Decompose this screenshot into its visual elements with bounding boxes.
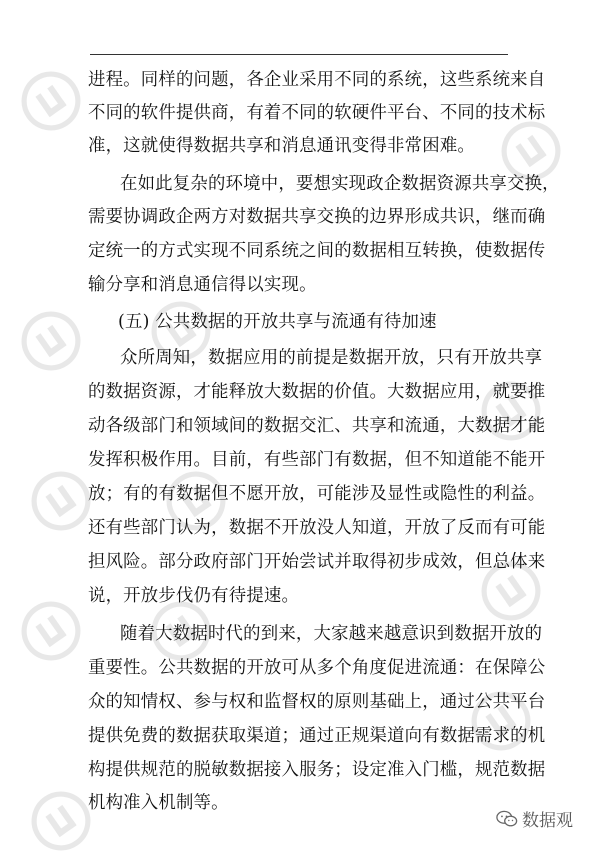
text-line: 放；有的有数据但不愿开放，可能涉及显性或隐性的利益。 <box>88 484 546 504</box>
watermark-logo-icon <box>468 368 554 454</box>
text-line: 构提供规范的脱敏数据接入服务；设定准入门槛，规范数据 <box>88 760 546 780</box>
text-line: 众所周知，数据应用的前提是数据开放，只有开放共享 <box>120 348 543 368</box>
header-rule <box>90 54 508 55</box>
watermark-logo-icon <box>8 588 94 674</box>
text-line: 提供免费的数据获取渠道；通过正规渠道向有数据需求的机 <box>88 726 546 746</box>
text-line: 还有些部门认为，数据不开放没人知道，开放了反而有可能 <box>88 518 546 538</box>
wechat-icon <box>496 810 518 828</box>
section-heading: (五) 公共数据的开放共享与流通有待加速 <box>118 312 437 332</box>
text-line: 不同的软件提供商，有着不同的软硬件平台、不同的技术标 <box>88 103 546 123</box>
text-line: 定统一的方式实现不同系统之间的数据相互转换，使数据传 <box>88 241 546 261</box>
text-line: 众的知情权、参与权和监督权的原则基础上，通过公共平台 <box>88 692 546 712</box>
watermark-logo-icon <box>458 678 544 764</box>
text-line: 进程。同样的问题，各企业采用不同的系统，这些系统来自 <box>88 70 546 90</box>
watermark-logo-icon <box>8 298 94 384</box>
text-line: 担风险。部分政府部门开始尝试并取得初步成效，但总体来 <box>88 552 546 572</box>
text-line: 发挥积极作用。目前，有些部门有数据，但不知道能不能开 <box>88 450 546 470</box>
text-line: 需要协调政企两方对数据共享交换的边界形成共识，继而确 <box>88 207 546 227</box>
text-line: 的数据资源，才能释放大数据的价值。大数据应用，就要推 <box>88 382 546 402</box>
text-line: 机构准入机制等。 <box>88 793 229 813</box>
watermark-logo-icon <box>8 58 94 144</box>
text-line: 准，这就使得数据共享和消息通讯变得非常困难。 <box>88 136 475 156</box>
brand-name: 数据观 <box>522 811 573 831</box>
text-line: 随着大数据时代的到来，大家越来越意识到数据开放的 <box>120 624 543 644</box>
text-line: 说，开放步伐仍有待提速。 <box>88 586 300 606</box>
text-line: 在如此复杂的环境中，要想实现政企数据资源共享交换， <box>120 174 560 194</box>
text-line: 输分享和消息通信得以实现。 <box>88 275 317 295</box>
watermark-logo-icon <box>18 778 104 864</box>
source-brand <box>496 806 573 831</box>
text-line: 动各级部门和领域间的数据交汇、共享和流通，大数据才能 <box>88 416 546 436</box>
text-line: 重要性。公共数据的开放可从多个角度促进流通：在保障公 <box>88 658 546 678</box>
